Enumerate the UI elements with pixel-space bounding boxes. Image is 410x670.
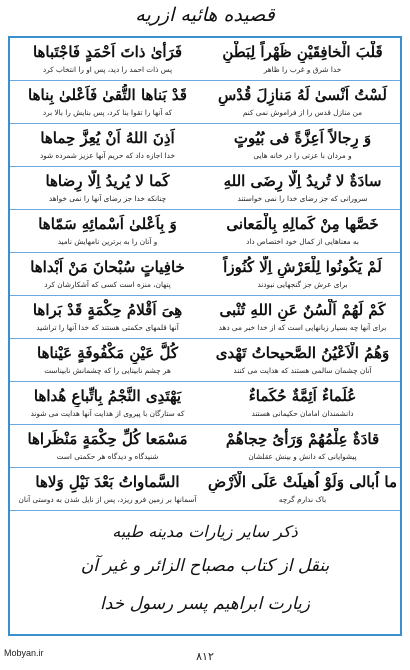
translation-left: که آنها را تقوا بنا کرد، پس بنایش را بالا برد [42,108,173,117]
verse-row [10,38,400,81]
verse-hemistich-right: ما اُبالی وَلَوْ اُهیلَتْ عَلَی الْاَرْضِ [207,473,398,491]
translation-right: باک ندارم گرچه [278,495,327,504]
verse-hemistich-left: السَّماواتُ بَعْدَ نَیْلِ وَلاها [35,473,180,491]
translation-left: که ستارگان با پیروی از هدایت آنها هدایت می شوند [30,409,185,418]
verse-row [10,382,400,425]
verse-hemistich-left: فَرَأیٰ ذاتَ اَحْمَدٍ فَاجْتَباها [32,43,183,61]
verse-row [10,124,400,167]
section-subheading: زیارت ابراهیم پسر رسول خدا [100,594,310,614]
section-heading: ذکر سایر زیارات مدینه طیبه [112,522,298,541]
translation-right: و مردان با عزتی را در خانه هایی [253,151,352,160]
translation-right: به معناهایی از کمال خود اختصاص داد [246,237,359,246]
verse-hemistich-right: قادَةٌ عِلْمُهُمْ وَرَأْیُ حِجاهُمْ [225,430,380,448]
verse-hemistich-right: كَمْ لَهُمْ اَلْسُنٌ عَنِ اللهِ تُنْبی [219,301,386,319]
translation-right: سرورانی که جز رضای خدا را نمی خواستند [237,194,368,203]
translation-left: چنانکه خدا جز رضای آنها را نمی خواهد [48,194,167,203]
verse-hemistich-left: هِیَ اَقْلامُ حِكْمَةٍ قَدْ بَراها [32,301,183,319]
translation-right: برای عرش جز گنجهایی نبودند [257,280,348,289]
translation-left: پس ذات احمد را دید، پس او را انتخاب کرد [42,65,173,74]
translation-left: خدا اجازه داد که حریم آنها عزیز شمرده شود [39,151,175,160]
verse-hemistich-right: وَهُمُ الْاَعْیُنُ الصَّحیحاتُ تَهْدی [215,344,390,362]
verse-hemistich-left: قَدْ بَناها التُّقیٰ فَاَعْلیٰ بِناها [28,86,187,104]
translation-left: پنهان، منزه است کسی که آشکارشان کرد [44,280,171,289]
verse-hemistich-right: وَ رِجالاً اَعِزَّةً فی بُیُوتٍ [233,129,372,147]
translation-right: پیشوایانی که دانش و بینش عقلشان [248,452,357,461]
verse-hemistich-left: كَما لا یُریدُ اِلّا رِضاها [45,172,170,190]
verse-hemistich-right: خَصَّها مِنْ كَمالِهِ بِالْمَعانی [226,215,379,233]
verse-row [10,253,400,296]
page-title: قصیده هائیه ازریه [135,4,275,26]
translation-left: هر چشم نابینایی را که چشمانش نابیناست [44,366,171,375]
verse-row [10,468,400,511]
verse-hemistich-left: خافِیاتٍ سُبْحانَ مَنْ اَبْداها [30,258,185,276]
verse-hemistich-left: مَسْمَعا كُلِّ حِكْمَةٍ مَنْظَراها [27,430,188,448]
translation-right: آنان چشمان سالمی هستند که هدایت می کنند [233,366,372,375]
verse-row [10,81,400,124]
verse-hemistich-left: وَ بِاَعْلیٰ اَسْمائِهِ سَمّاها [38,215,177,233]
verse-row [10,210,400,253]
verse-frame [8,36,402,636]
verse-row [10,296,400,339]
verse-hemistich-left: یَهْتَدِی النَّجْمُ بِاتِّباعِ هُداها [33,387,182,405]
translation-left: شنیدگاه و دیدگاه هر حکمتی است [56,452,159,461]
verse-row [10,425,400,468]
verse-row [10,167,400,210]
verse-hemistich-right: سادَةٌ لا تُریدُ اِلّا رِضَى اللهِ [223,172,382,190]
verse-hemistich-right: عُلَماءٌ اَئِمَّةٌ حُكَماءٌ [248,387,357,405]
verse-hemistich-left: كُلَّ عَیْنٍ مَكْفُوفَةٍ عَیْناها [37,344,178,362]
verse-hemistich-left: اَذِنَ اللهُ اَنْ یُعِزَّ حِماها [40,129,175,147]
translation-left: و آنان را به برترین نامهایش نامید [57,237,158,246]
verse-hemistich-right: لَمْ یَكُونُوا لِلْعَرْشِ اِلّا كُنُوزاً [223,258,382,276]
translation-right: من منازل قدس را از فراموش نمی کنم [242,108,363,117]
translation-right: خدا شرق و غرب را ظاهر [263,65,342,74]
section-source-note: بنقل از کتاب مصباح الزائر و غیر آن [80,556,330,576]
verse-row [10,339,400,382]
page-number: ۸۱۲ [196,650,214,663]
translation-left: آسمانها بر زمین فرو ریزد، پس از نایل شدن به دوستی آنان [18,495,197,504]
verse-hemistich-right: لَسْتُ اَنْسیٰ لَهُ مَنازِلَ قُدْسٍ [217,86,388,104]
watermark: Mobyan.ir [4,648,44,658]
translation-right: برای آنها چه بسیار زبانهایی است که از خدا خبر می دهد [218,323,387,332]
verse-hemistich-right: قَلْبَ الْخافِقَیْنِ ظَهْراً لِبَطْنٍ [222,43,383,61]
section-heading-block [10,516,400,634]
translation-left: آنها قلمهای حکمتی هستند که خدا آنها را تراشید [36,323,179,332]
translation-right: دانشمندان امامان حکیمانی هستند [251,409,354,418]
